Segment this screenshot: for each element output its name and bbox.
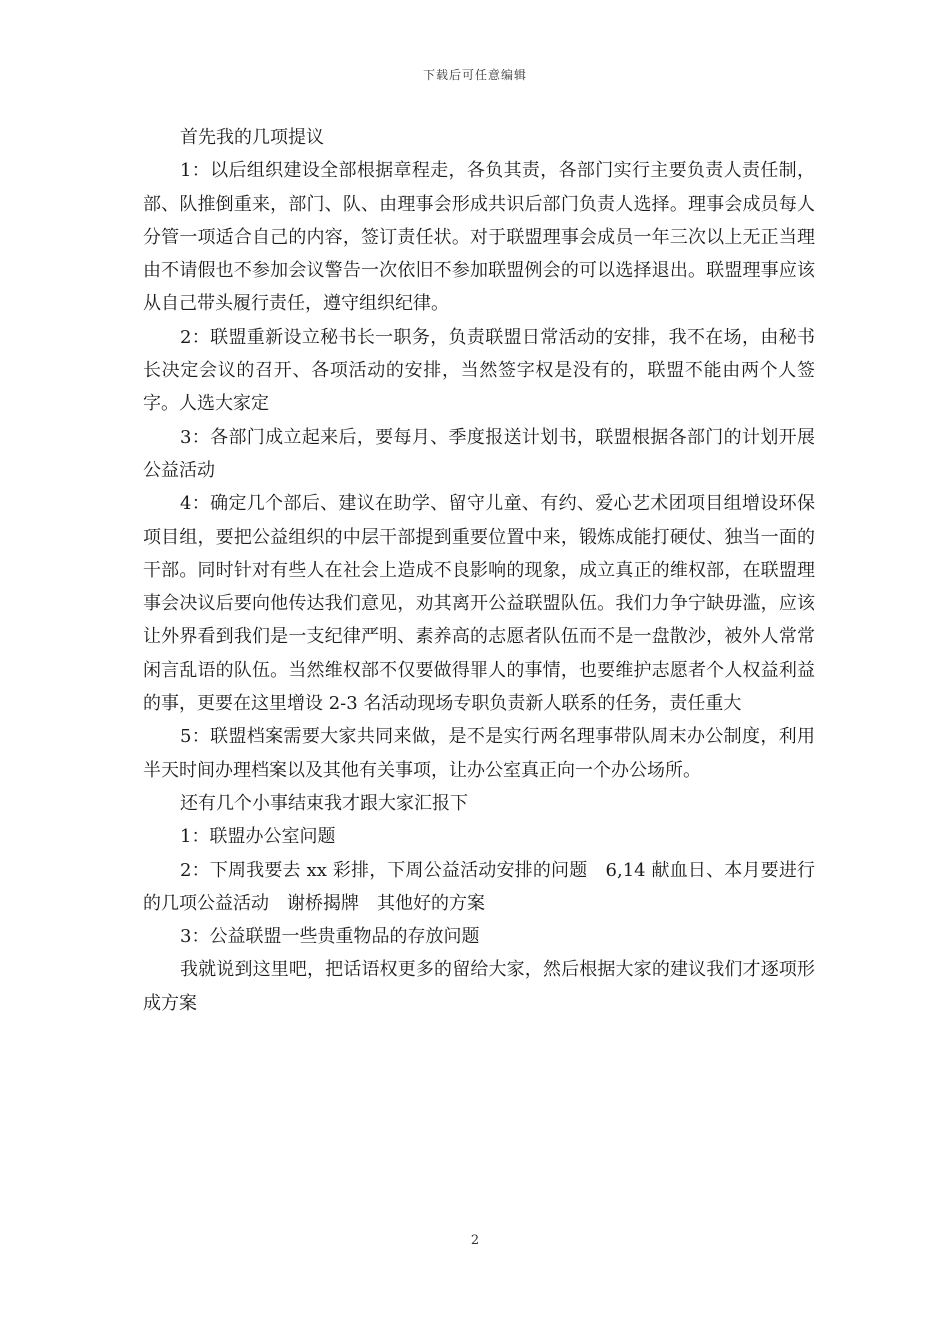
paragraph-proposal-4: 4：确定几个部后、建议在助学、留守儿童、有约、爱心艺术团项目组增设环保项目组，要把公益组织的中层干部提到重要位置中来，锻炼成能打硬仗、独当一面的干部。同时针对有些人在社会上造成不良影响的现象，成立真正的维权部，在联盟理事会决议后要向他传达我们意见，劝其离开公益联盟队伍。我们力争宁缺毋滥，应该让外界看到我们是一支纪律严明、素养高的志愿者队伍而不是一盘散沙，被外人常常闲言乱语的队伍。当然维权部不仅要做得罪人的事情，也要维护志愿者个人权益利益的事，更要在这里增设 2-3 名活动现场专职负责新人联系的任务，责任重大 — [143, 493, 815, 715]
paragraph-proposal-1: 1：以后组织建设全部根据章程走，各负其责，各部门实行主要负责人责任制，部、队推倒重来，部门、队、由理事会形成共识后部门负责人选择。理事会成员每人分管一项适合自己的内容，签订责任状。对于联盟理事会成员一年三次以上无正当理由不请假也不参加会议警告一次依旧不参加联盟例会的可以选择退出。联盟理事应该从自己带头履行责任，遵守组织纪律。 — [143, 160, 815, 315]
paragraph-minor-3: 3：公益联盟一些贵重物品的存放问题 — [180, 926, 480, 948]
paragraph-closing: 我就说到这里吧，把话语权更多的留给大家，然后根据大家的建议我们才逐项形成方案 — [143, 959, 815, 1014]
page-number: 2 — [470, 1233, 480, 1248]
paragraph-intro: 首先我的几项提议 — [180, 127, 324, 148]
page-header: 下载后可任意编辑 — [422, 68, 527, 82]
paragraph-minor-2: 2：下周我要去 xx 彩排，下周公益活动安排的问题 6,14 献血日、本月要进行的几项公益活动 谢桥揭牌 其他好的方案 — [143, 859, 815, 914]
paragraph-minor-1: 1：联盟办公室问题 — [180, 826, 336, 848]
paragraph-proposal-2: 2：联盟重新设立秘书长一职务，负责联盟日常活动的安排，我不在场，由秘书长决定会议的召开、各项活动的安排，当然签字权是没有的，联盟不能由两个人签字。人选大家定 — [143, 326, 815, 415]
paragraph-minor-intro: 还有几个小事结束我才跟大家汇报下 — [180, 792, 468, 814]
paragraph-proposal-3: 3：各部门成立起来后，要每月、季度报送计划书，联盟根据各部门的计划开展公益活动 — [143, 426, 815, 481]
paragraph-proposal-5: 5：联盟档案需要大家共同来做，是不是实行两名理事带队周末办公制度，利用半天时间办理档案以及其他有关事项，让办公室真正向一个办公场所。 — [143, 726, 815, 781]
document-body — [143, 121, 815, 1020]
